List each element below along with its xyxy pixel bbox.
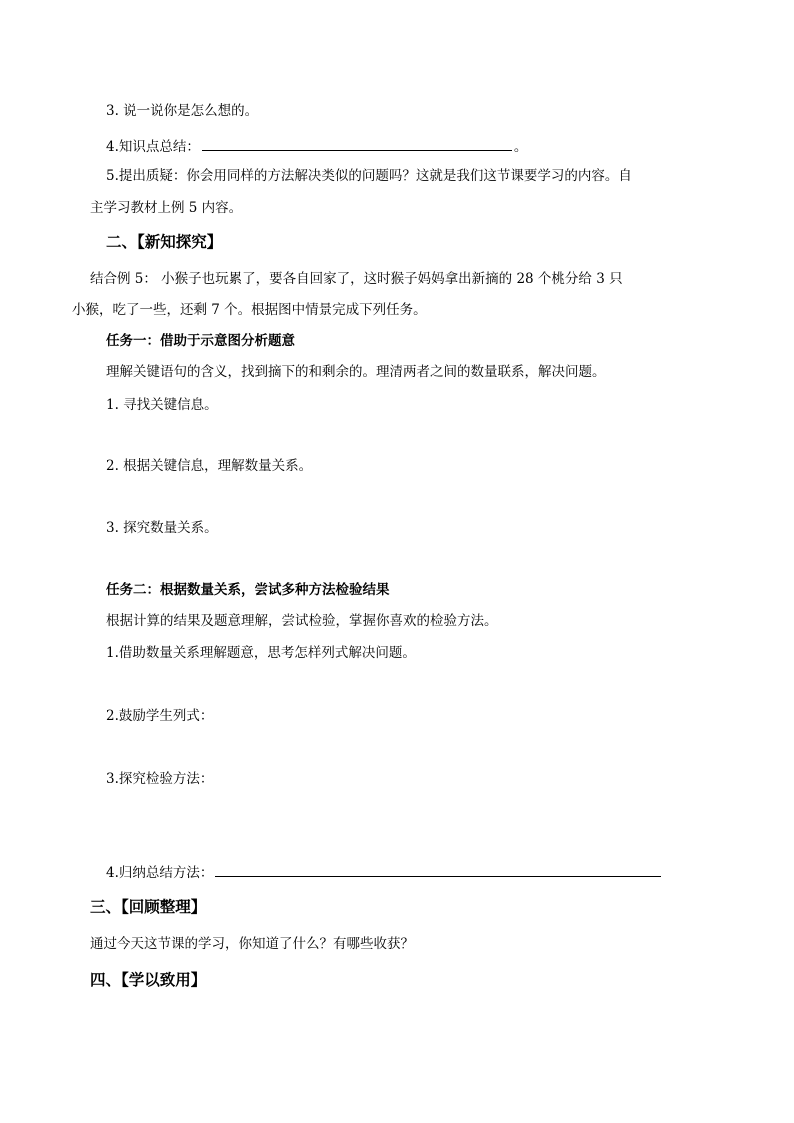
task-2-step-2: 2.鼓励学生列式： bbox=[106, 708, 214, 724]
section-3-heading: 三、【回顾整理】 bbox=[90, 898, 207, 916]
method-summary-label: 4.归纳总结方法： bbox=[106, 865, 214, 881]
task-1-step-2: 2. 根据关键信息，理解数量关系。 bbox=[106, 458, 313, 474]
task-1-desc: 理解关键语句的含义，找到摘下的和剩余的。理清两者之间的数量联系，解决问题。 bbox=[106, 364, 606, 380]
intro-item-4 bbox=[106, 136, 527, 157]
section-2-heading: 二、【新知探究】 bbox=[106, 233, 223, 251]
method-summary-blank[interactable] bbox=[215, 862, 661, 877]
section-4-heading: 四、【学以致用】 bbox=[90, 971, 207, 989]
knowledge-summary-blank[interactable] bbox=[202, 136, 512, 151]
task-2-summary bbox=[106, 862, 663, 883]
task-2-step-1: 1.借助数量关系理解题意，思考怎样列式解决问题。 bbox=[106, 645, 416, 661]
task-1-title: 任务一：借助于示意图分析题意 bbox=[106, 333, 295, 349]
knowledge-summary-label: 4.知识点总结： bbox=[106, 139, 200, 155]
knowledge-summary-end: 。 bbox=[513, 139, 528, 155]
task-2-desc: 根据计算的结果及题意理解，尝试检验，掌握你喜欢的检验方法。 bbox=[106, 613, 498, 629]
intro-item-5-line2: 主学习教材上例 5 内容。 bbox=[90, 200, 243, 216]
intro-item-3: 3. 说一说你是怎么想的。 bbox=[106, 103, 259, 119]
task-1-step-1: 1. 寻找关键信息。 bbox=[106, 397, 218, 413]
example-5-line2: 小猴，吃了一些，还剩 7 个。根据图中情景完成下列任务。 bbox=[72, 302, 427, 318]
intro-item-5-line1: 5.提出质疑：你会用同样的方法解决类似的问题吗？这就是我们这节课要学习的内容。自 bbox=[106, 168, 632, 184]
task-2-step-3: 3.探究检验方法： bbox=[106, 771, 214, 787]
task-2-title: 任务二：根据数量关系，尝试多种方法检验结果 bbox=[106, 582, 390, 598]
task-1-step-3: 3. 探究数量关系。 bbox=[106, 520, 218, 536]
example-5-line1: 结合例 5： 小猴子也玩累了，要各自回家了，这时猴子妈妈拿出新摘的 28 个桃分给 3 只 bbox=[90, 271, 623, 287]
section-3-text: 通过今天这节课的学习，你知道了什么？有哪些收获？ bbox=[90, 936, 414, 952]
